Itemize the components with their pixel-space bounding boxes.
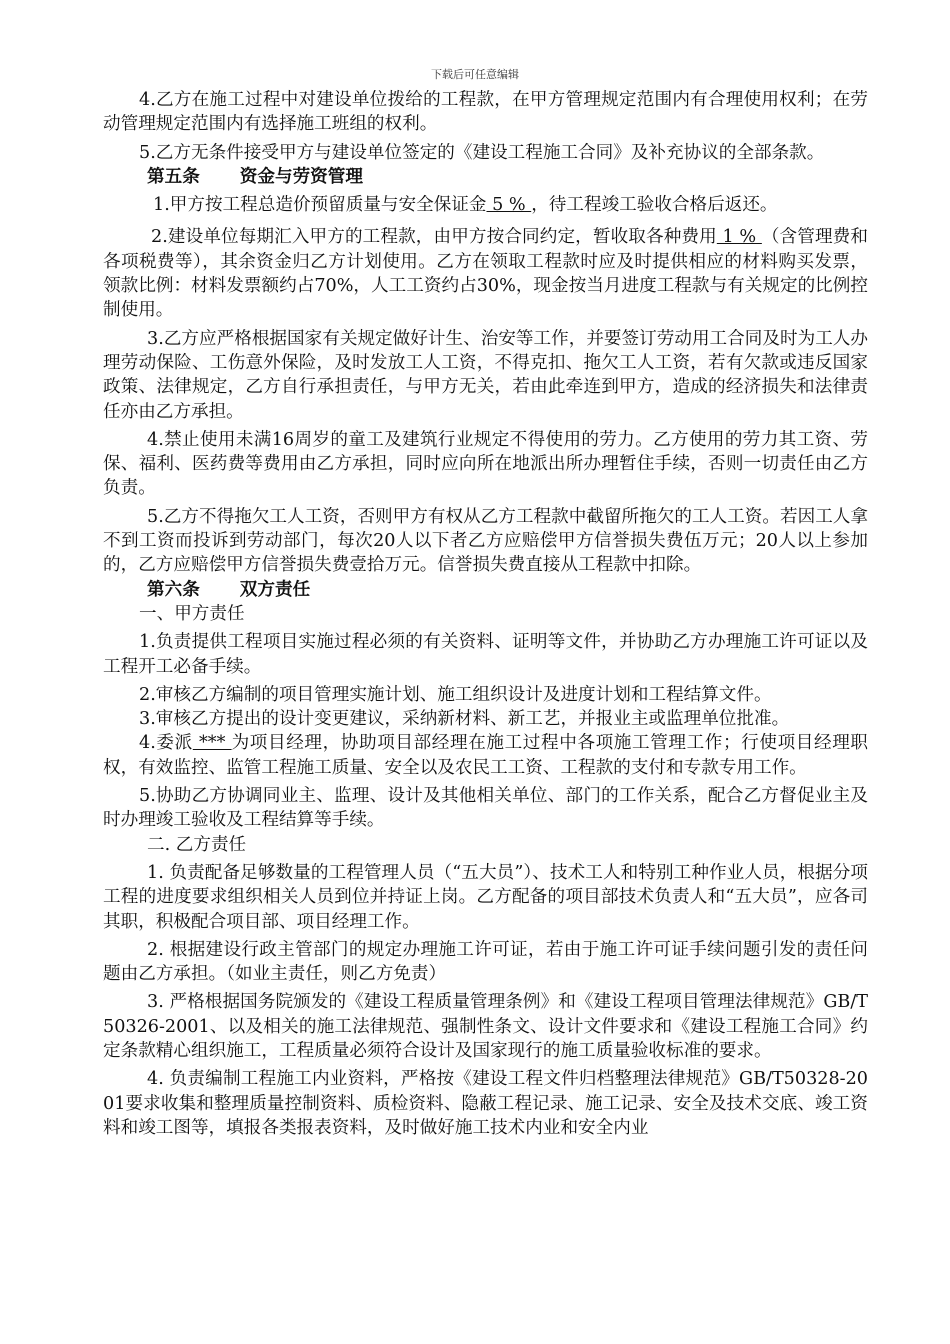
party-a-item-1: 1.负责提供工程项目实施过程必须的有关资料、证明等文件，并协助乙方办理施工许可证以及工程开工必备手续。 [103, 632, 868, 677]
party-b-item-3: 3. 严格根据国务院颁发的《建设工程质量管理条例》和《建设工程项目管理法律规范》GB/T50326-2001、以及相关的施工法律规范、强制性条文、设计文件要求和《建设工程施工合同》约定条款精心组织施工，工程质量必须符合设计及国家现行的施工质量验收标准的要求。 [103, 992, 868, 1061]
fee-percent: 1 % [716, 227, 762, 248]
party-b-item-1: 1. 负责配备足够数量的工程管理人员（“五大员”）、技术工人和特别工种作业人员，根据分项工程的进度要求组织相关人员到位并持证上岗。乙方配备的项目部技术负责人和“五大员”，应各司其职，积极配合项目部、项目经理工作。 [103, 862, 868, 932]
article-5-item-5: 5.乙方不得拖欠工人工资，否则甲方有权从乙方工程款中截留所拖欠的工人工资。若因工人拿不到工资而投诉到劳动部门，每次20人以下者乙方应赔偿甲方信誉损失费伍万元；20人以上参加的，乙方应赔偿甲方信誉损失费壹拾万元。信誉损失费直接从工程款中扣除。 [103, 506, 868, 576]
party-a-heading: 一、甲方责任 [139, 603, 245, 624]
party-a-item-2: 2.审核乙方编制的项目管理实施计划、施工组织设计及进度计划和工程结算文件。 [139, 684, 772, 705]
article-5-item-1-text-end: ，待工程竣工验收合格后返还。 [531, 195, 778, 216]
party-b-heading: 二. 乙方责任 [147, 834, 247, 855]
article-5-title: 资金与劳资管理 [239, 166, 363, 187]
article-5-item-2 [103, 225, 868, 322]
party-b-item-4: 4. 负责编制工程施工内业资料，严格按《建设工程文件归档整理法律规范》GB/T50328-2001要求收集和整理质量控制资料、质检资料、隐蔽工程记录、施工记录、安全及技术交底、竣工资料和竣工图等，填报各类报表资料，及时做好施工技术内业和安全内业 [103, 1069, 868, 1138]
retention-percent: 5 % [486, 195, 532, 216]
party-a-item-3: 3.审核乙方提出的设计变更建议，采纳新材料、新工艺，并报业主或监理单位批准。 [139, 709, 790, 730]
article-5-item-3: 3.乙方应严格根据国家有关规定做好计生、治安等工作，并要签订劳动用工合同及时为工人办理劳动保险、工伤意外保险，及时发放工人工资，不得克扣、拖欠工人工资，若有欠款或违反国家政策、法律规定，乙方自行承担责任，与甲方无关，若由此牵连到甲方，造成的经济损失和法律责任亦由乙方承担。 [103, 328, 868, 422]
document-body [103, 88, 868, 1140]
article-5-label: 第五条 [147, 166, 200, 187]
party-b-item-2: 2. 根据建设行政主管部门的规定办理施工许可证，若由于施工许可证手续问题引发的责任问题由乙方承担。（如业主责任，则乙方免责） [103, 939, 868, 985]
party-a-item-4-text-end: 为项目经理，协助项目部经理在施工过程中各项施工管理工作；行使项目经理职权，有效监控、监管工程施工质量、安全以及农民工工资、工程款的支付和专款专用工作。 [103, 733, 868, 778]
article-5-heading [147, 165, 868, 189]
article-5-item-2-text: 2.建设单位每期汇入甲方的工程款，由甲方按合同约定，暂收取各种费用 [151, 227, 717, 248]
page-header-note: 下载后可任意编辑 [431, 68, 519, 81]
project-manager-name: *** [192, 733, 232, 754]
article-6-heading [147, 578, 868, 602]
article-5-item-2-text-end: （含管理费和各项税费等），其余资金归乙方计划使用。乙方在领取工程款时应及时提供相应的材料购买发票，领款比例：材料发票额约占70%，人工工资约占30%，现金按当月进度工程款与有关规定的比例控制使用。 [103, 227, 868, 321]
clause-4-3-item-5: 5.乙方无条件接受甲方与建设单位签定的《建设工程施工合同》及补充协议的全部条款。 [139, 142, 825, 163]
article-6-label: 第六条 [147, 579, 200, 600]
article-5-item-1-text: 1.甲方按工程总造价预留质量与安全保证金 [153, 195, 487, 216]
article-5-item-4: 4.禁止使用未满16周岁的童工及建筑行业规定不得使用的劳力。乙方使用的劳力其工资、劳保、福利、医药费等费用由乙方承担，同时应向所在地派出所办理暂住手续，否则一切责任由乙方负责。 [103, 429, 868, 499]
article-6-title: 双方责任 [239, 579, 311, 600]
article-5-item-1 [103, 193, 868, 217]
party-a-item-4-text: 4.委派 [139, 733, 193, 754]
clause-4-3-item-4: 4.乙方在施工过程中对建设单位拨给的工程款，在甲方管理规定范围内有合理使用权利；在劳动管理规定范围内有选择施工班组的权利。 [103, 90, 868, 135]
party-a-item-5: 5.协助乙方协调同业主、监理、设计及其他相关单位、部门的工作关系，配合乙方督促业主及时办理竣工验收及工程结算等手续。 [103, 786, 868, 831]
party-a-item-4 [103, 731, 868, 780]
